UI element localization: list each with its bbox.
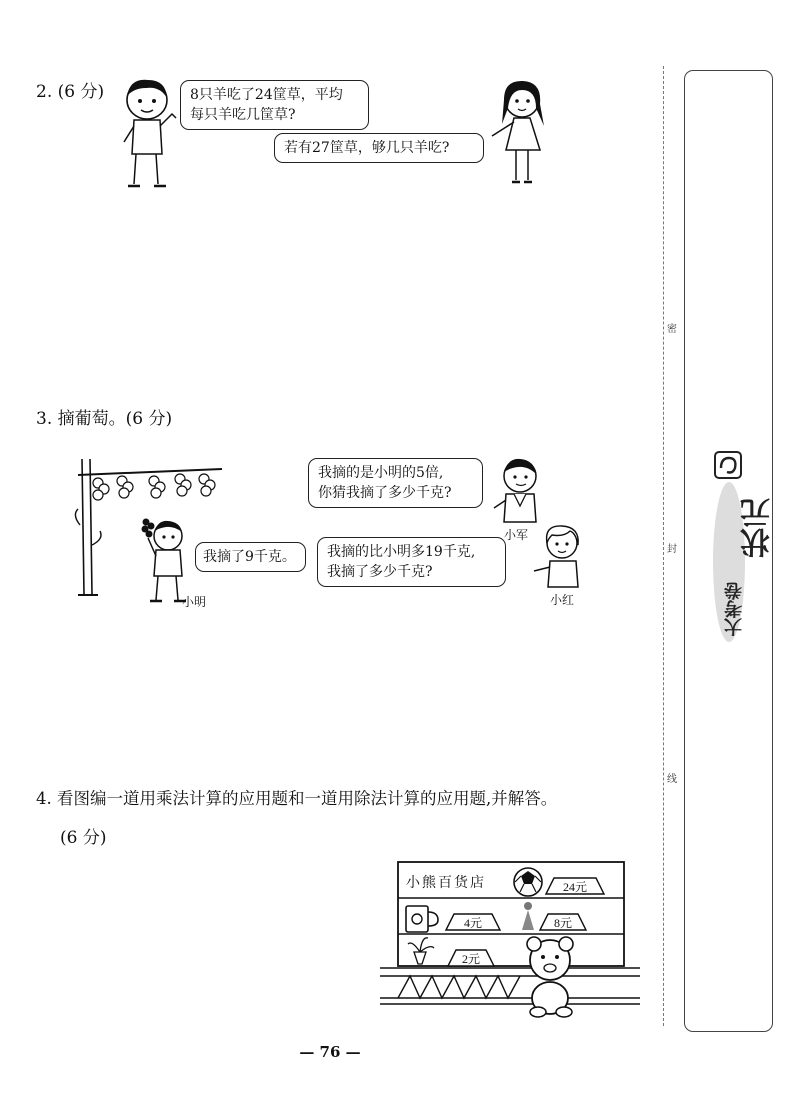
xiaojun-speech-bubble <box>308 458 483 508</box>
boy-speech-line: 每只羊吃几筐草? <box>190 107 296 123</box>
price-tag-ball: 24元 <box>562 880 587 894</box>
page-number: — 76 — <box>299 1043 361 1061</box>
bear-shop-illustration <box>378 860 642 1020</box>
margin-char-feng: 封 <box>667 544 677 555</box>
price-tag-doll: 8元 <box>553 916 572 930</box>
boy-speech-line: 8只羊吃了24筐草，平均 <box>190 87 343 103</box>
q4-score: (6 分) <box>60 828 107 848</box>
xiaohong-speech-line: 我摘的比小明多19千克, <box>327 544 476 560</box>
shop-name: 小熊百货店 <box>406 875 486 891</box>
xiaoming-illustration <box>136 514 194 604</box>
girl-speech-bubble: 若有27筐草，够几只羊吃? <box>274 133 484 163</box>
xiaojun-speech-line: 我摘的是小明的5倍, <box>318 465 444 481</box>
margin-char-mi: 密 <box>667 324 677 335</box>
brand-title-dakaojuan: 大考卷 <box>724 582 745 636</box>
xiaojun-speech-line: 你猜我摘了多少千克? <box>318 485 452 501</box>
xiaohong-illustration <box>530 521 588 589</box>
q3-title: 3. 摘葡萄。(6 分) <box>36 409 173 429</box>
xiaoming-name: 小明 <box>182 595 207 609</box>
price-tag-plant: 2元 <box>461 952 480 966</box>
seal-dashed-line <box>663 66 664 1026</box>
price-tag-cup: 4元 <box>463 916 482 930</box>
boy-illustration <box>114 76 184 192</box>
q4-title: 4. 看图编一道用乘法计算的应用题和一道用除法计算的应用题,并解答。 <box>36 789 558 808</box>
xiaohong-speech-line: 我摘了多少千克? <box>327 564 433 580</box>
xiaojun-name: 小军 <box>504 528 529 542</box>
q2-title: 2. (6 分) <box>36 82 105 102</box>
girl-illustration <box>486 78 556 194</box>
xiaohong-speech-bubble <box>317 537 506 587</box>
margin-char-xian: 线 <box>667 774 677 785</box>
boy-speech-bubble <box>180 80 369 130</box>
xiaoming-speech-bubble: 我摘了9千克。 <box>195 542 306 572</box>
brand-title-zhuangyuan: 状元 <box>741 498 776 558</box>
xiaohong-name: 小红 <box>550 593 575 607</box>
xiaojun-illustration <box>488 452 544 524</box>
